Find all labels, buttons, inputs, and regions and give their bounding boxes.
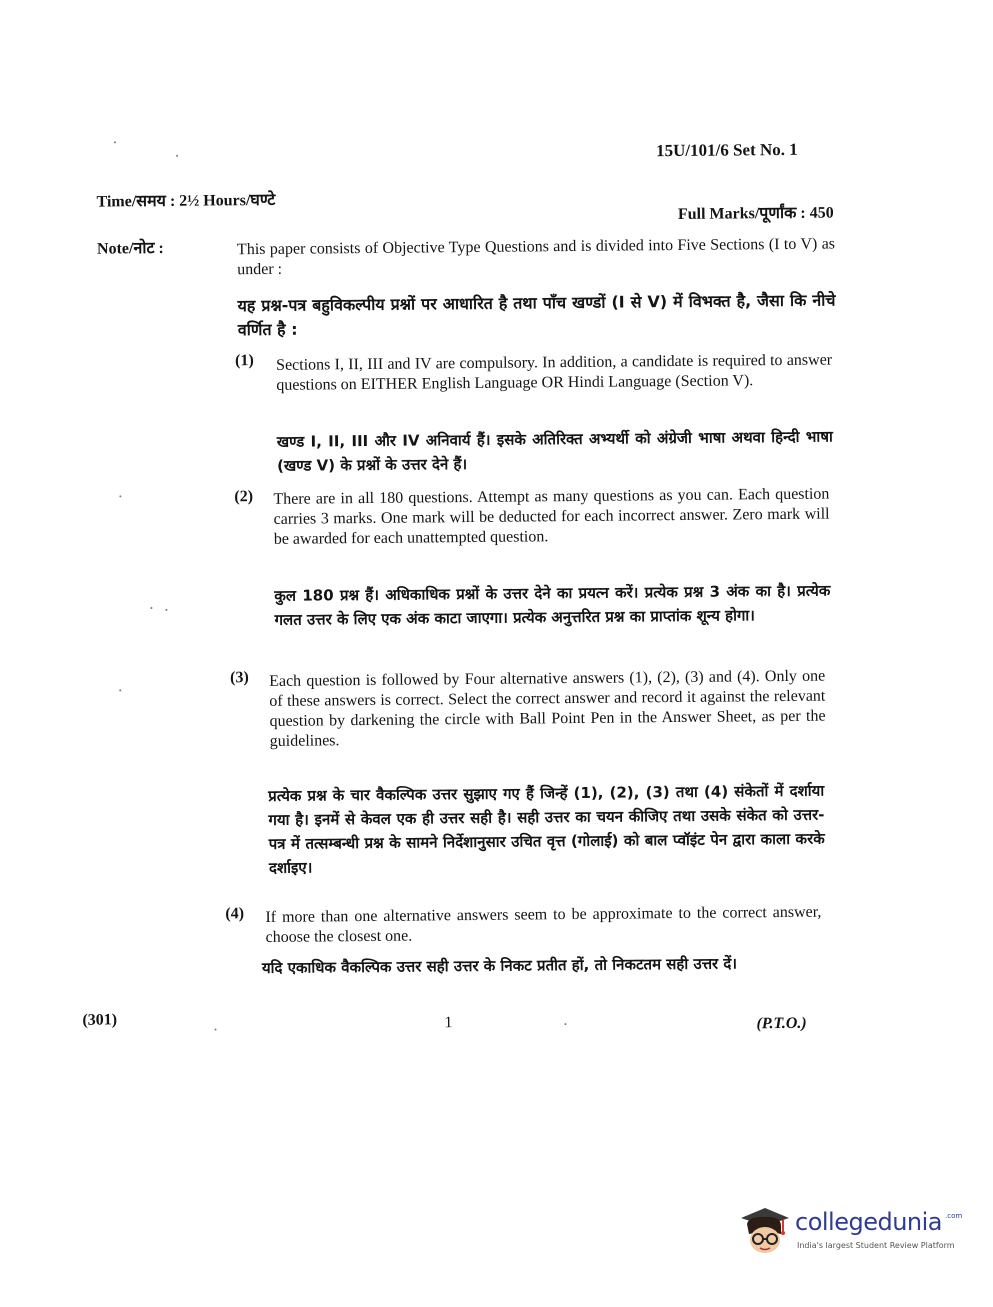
- instruction-number: (2): [234, 488, 254, 506]
- scan-speck: [114, 141, 116, 143]
- paper-code: (301): [82, 1011, 118, 1029]
- logo-wordmark: collegedunia: [795, 1208, 943, 1236]
- logo-domain: .com: [945, 1212, 963, 1220]
- scan-speck: [176, 155, 178, 157]
- student-mascot-icon: [735, 1200, 793, 1258]
- instruction-number: (3): [230, 669, 249, 687]
- logo-tagline: India's largest Student Review Platform: [797, 1241, 955, 1250]
- note-label: Note/नोट :: [96, 239, 164, 258]
- scan-speck: [564, 1023, 566, 1025]
- scan-speck: [214, 1028, 216, 1030]
- instruction-hindi: यदि एकाधिक वैकल्पिक उत्तर सही उत्तर के निकट प्रतीत हों, तो निकटतम सही उत्तर दें।: [261, 954, 738, 978]
- collegedunia-logo: [735, 1200, 965, 1260]
- full-marks: Full Marks/पूर्णांक : 450: [677, 204, 834, 223]
- exam-duration: Time/समय : 2½ Hours/घण्टे: [96, 191, 276, 211]
- instruction-english: Sections I, II, III and IV are compulsory. In addition, a candidate is required to answer questions on EITHER English Language OR Hindi Language (Section V).: [276, 351, 833, 394]
- instruction-english: There are in all 180 questions. Attempt as many questions as you can. Each question carries 3 marks. One mark will be deducted for each incorrect answer. Zero mark will be awarded for each unattempted question.: [273, 485, 830, 548]
- scan-speck: [150, 607, 152, 609]
- instruction-hindi: खण्ड I, II, III और IV अनिवार्य हैं। इसके अतिरिक्त अभ्यर्थी को अंग्रेजी भाषा अथवा हिन्दी भाषा (खण्ड V) के प्रश्नों के उत्तर देने हैं।: [276, 427, 833, 475]
- instruction-number: (4): [225, 905, 245, 923]
- page-number: 1: [444, 1014, 453, 1032]
- please-turn-over: (P.T.O.): [756, 1014, 807, 1033]
- instruction-english: If more than one alternative answers seem to be approximate to the correct answer, choose the closest one.: [265, 903, 822, 946]
- instruction-english: Each question is followed by Four alternative answers (1), (2), (3) and (4). Only one of these answers is correct. Select the correct answer and record it against the relevant question by darkening the circle with Ball Point Pen in the Answer Sheet, as per the guidelines.: [269, 667, 826, 750]
- scan-speck: [165, 609, 167, 611]
- instruction-number: (1): [234, 352, 254, 370]
- set-number: 15U/101/6 Set No. 1: [655, 139, 798, 161]
- note-intro-hindi: यह प्रश्न-पत्र बहुविकल्पीय प्रश्नों पर आधारित है तथा पाँच खण्डों (I से V) में विभक्त है, जैसा कि नीचे वर्णित है :: [237, 290, 836, 340]
- scan-speck: [119, 495, 121, 497]
- instruction-hindi: प्रत्येक प्रश्न के चार वैकल्पिक उत्तर सुझाए गए हैं जिन्हें (1), (2), (3) तथा (4) संकेतों में दर्शाया गया है। इनमें से केवल एक ही उत्तर सही है। सही उत्तर का चयन कीजिए तथा उसके संकेत को उत्तर-पत्र में तत्सम्बन्धी प्रश्न के सामने निर्देशानुसार उचित वृत्त (गोलाई) को बाल प्वॉइंट पेन द्वारा काला करके दर्शाइए।: [268, 781, 825, 877]
- scan-speck: [119, 689, 121, 691]
- note-intro-english: This paper consists of Objective Type Questions and is divided into Five Sections (I to V) as under :: [236, 235, 836, 279]
- instruction-hindi: कुल 180 प्रश्न हैं। अधिकाधिक प्रश्नों के उत्तर देने का प्रयत्न करें। प्रत्येक प्रश्न 3 अंक का है। प्रत्येक गलत उत्तर के लिए एक अंक काटा जाएगा। प्रत्येक अनुत्तरित प्रश्न का प्राप्तांक शून्य होगा।: [274, 581, 831, 629]
